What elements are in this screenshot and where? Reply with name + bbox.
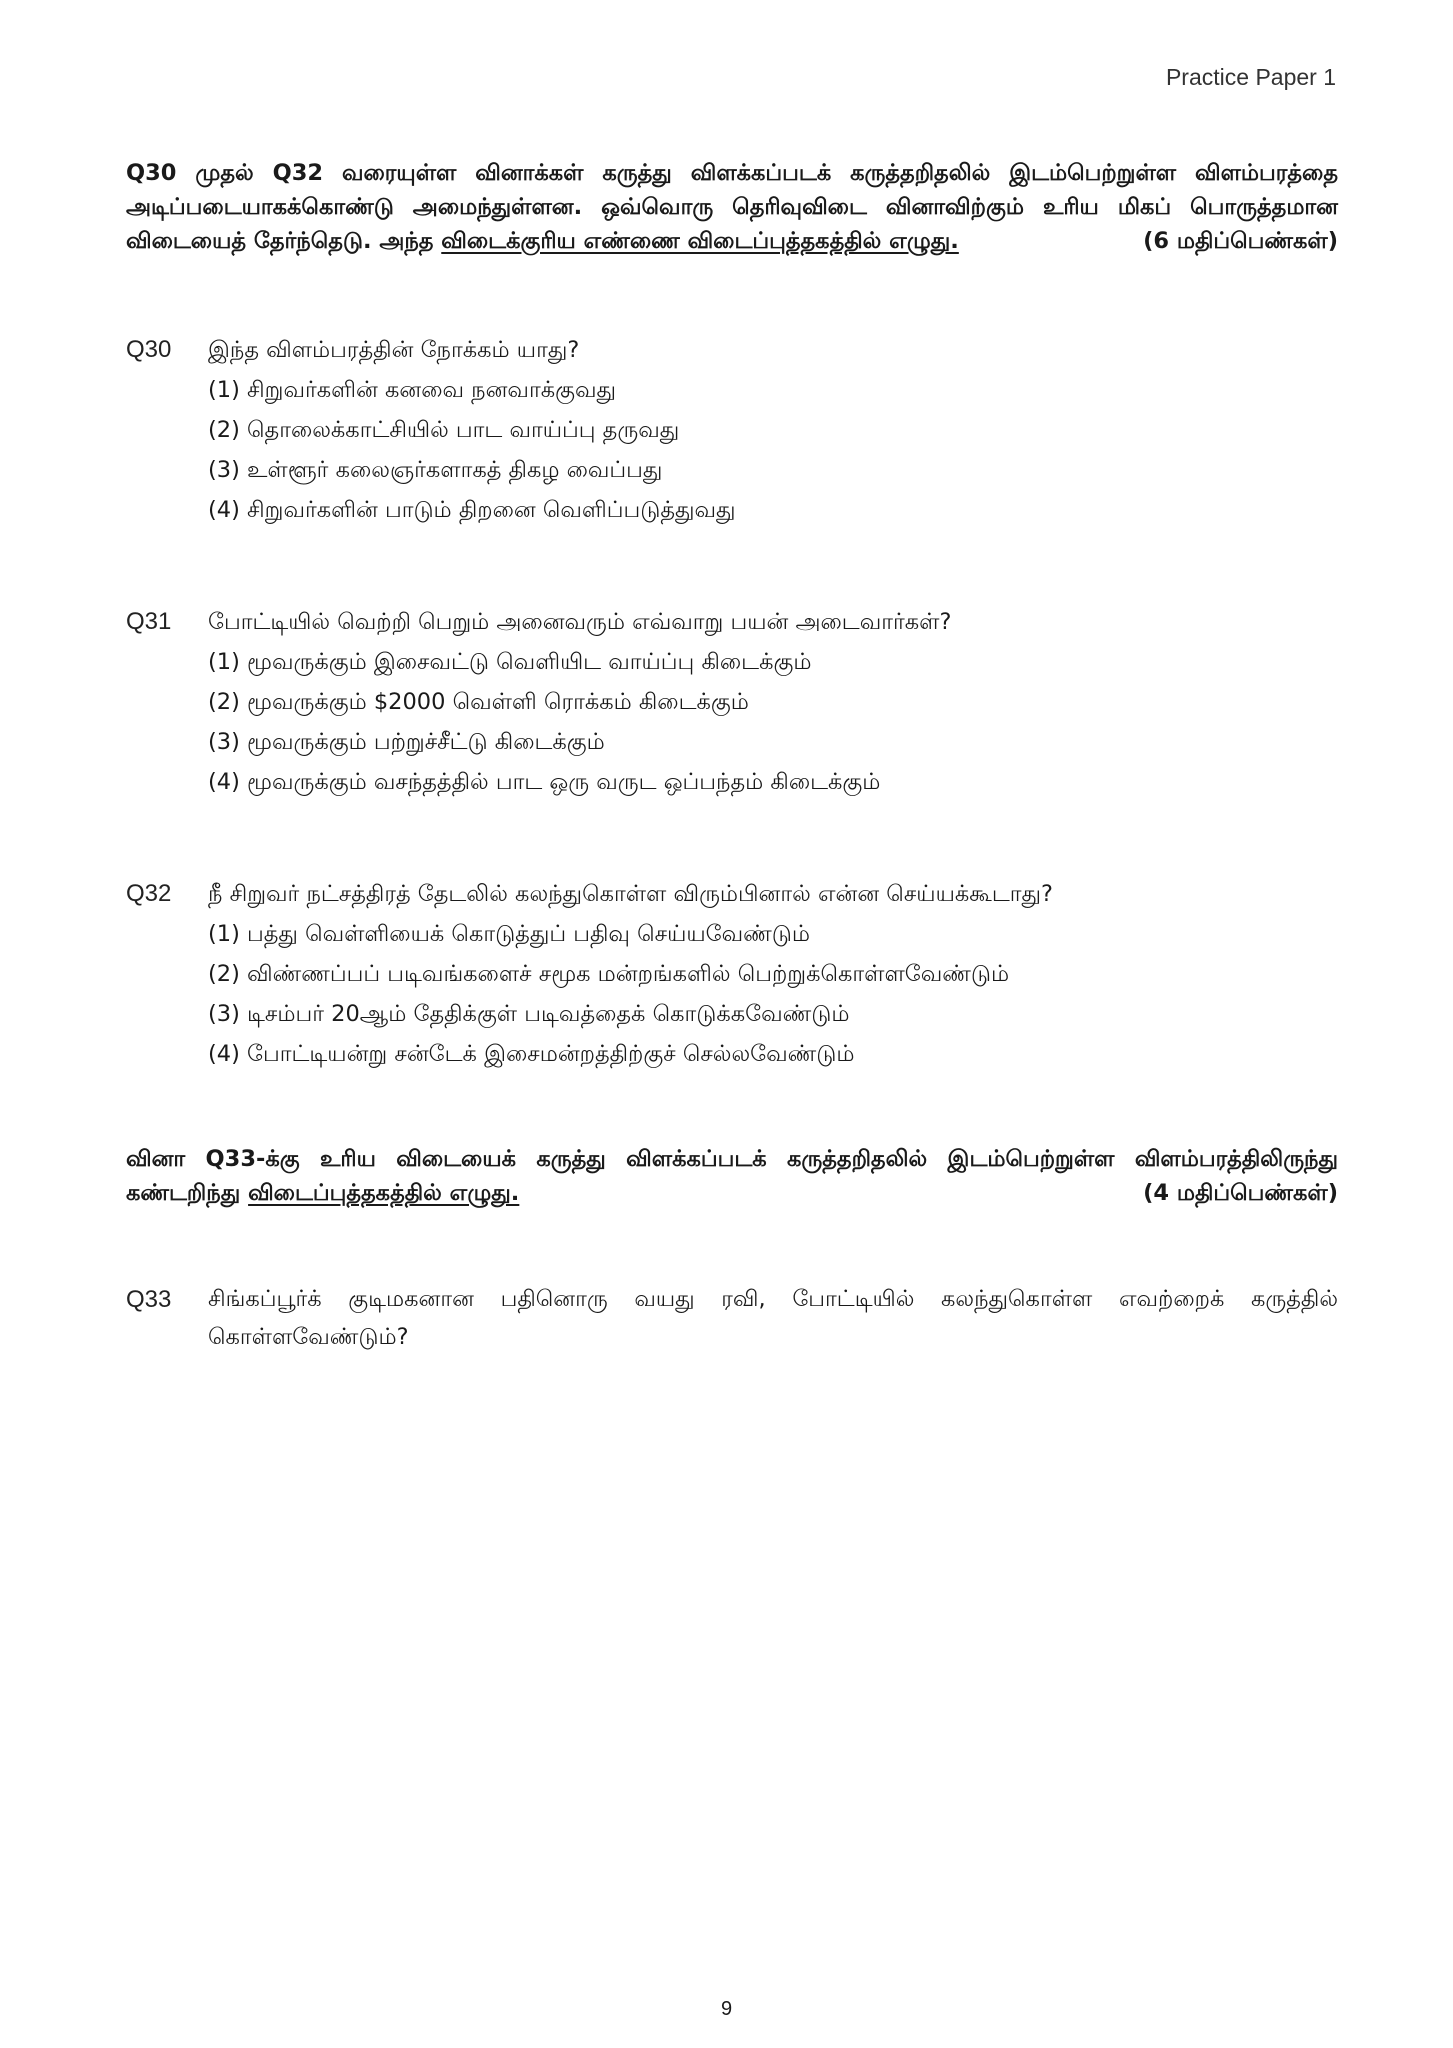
question-text: போட்டியில் வெற்றி பெறும் அனைவரும் எவ்வாறு பயன் அடைவார்கள்?: [208, 609, 952, 635]
option-item: (3) டிசம்பர் 20ஆம் தேதிக்குள் படிவத்தைக் கொடுக்கவேண்டும்: [208, 1001, 850, 1027]
option-item: (4) போட்டியன்று சன்டேக் இசைமன்றத்திற்குச் செல்லவேண்டும்: [208, 1041, 855, 1067]
instruction-underlined-text: விடைப்புத்தகத்தில் எழுது.: [248, 1180, 520, 1206]
option-item: (4) சிறுவர்களின் பாடும் திறனை வெளிப்படுத்துவது: [208, 497, 736, 523]
question-q31: [126, 602, 1338, 802]
option-item: (2) மூவருக்கும் $2000 வெள்ளி ரொக்கம் கிடைக்கும்: [208, 689, 749, 715]
option-list: [208, 914, 1338, 1074]
question-number: Q33: [126, 1286, 172, 1313]
option-item: (1) சிறுவர்களின் கனவை நனவாக்குவது: [208, 377, 617, 403]
question-number: Q32: [126, 880, 172, 907]
question-text: நீ சிறுவர் நட்சத்திரத் தேடலில் கலந்துகொள்ள விரும்பினால் என்ன செய்யக்கூடாது?: [208, 881, 1053, 907]
question-text: இந்த விளம்பரத்தின் நோக்கம் யாது?: [208, 337, 580, 363]
page-number: 9: [720, 1998, 733, 2020]
option-item: (1) பத்து வெள்ளியைக் கொடுத்துப் பதிவு செய்யவேண்டும்: [208, 921, 810, 947]
question-number: Q30: [126, 336, 172, 363]
option-item: (2) விண்ணப்பப் படிவங்களைச் சமூக மன்றங்களில் பெற்றுக்கொள்ளவேண்டும்: [208, 961, 1010, 987]
page-header-title: Practice Paper 1: [1165, 64, 1336, 90]
instruction-marks: (6 மதிப்பெண்கள்): [1143, 228, 1338, 254]
instruction-marks: (4 மதிப்பெண்கள்): [1143, 1180, 1338, 1206]
question-q33: [126, 1280, 1338, 1356]
option-item: (4) மூவருக்கும் வசந்தத்தில் பாட ஒரு வருட ஒப்பந்தம் கிடைக்கும்: [208, 769, 881, 795]
question-q32: [126, 874, 1338, 1074]
instruction-q30-q32: [126, 156, 1338, 258]
question-q30: [126, 330, 1338, 530]
instruction-q33: [126, 1142, 1338, 1210]
question-number: Q31: [126, 608, 172, 635]
question-text: சிங்கப்பூர்க் குடிமகனான பதினொரு வயது ரவி, போட்டியில் கலந்துகொள்ள எவற்றைக் கருத்தில் கொள்ளவேண்டும்?: [208, 1286, 1338, 1350]
option-list: [208, 370, 1338, 530]
option-item: (1) மூவருக்கும் இசைவட்டு வெளியிட வாய்ப்பு கிடைக்கும்: [208, 649, 812, 675]
instruction-text: Q30 முதல் Q32 வரையுள்ள வினாக்கள் கருத்து விளக்கப்படக் கருத்தறிதலில் இடம்பெற்றுள்ள விளம்பரத்தை அடிப்படையாகக்கொண்டு அமைந்துள்ளன. ஒவ்வொரு தெரிவுவிடை வினாவிற்கும் உரிய மிகப் பொருத்தமான விடையைத் தேர்ந்தெடு. அந்த: [126, 160, 1338, 254]
option-list: [208, 642, 1338, 802]
option-item: (3) மூவருக்கும் பற்றுச்சீட்டு கிடைக்கும்: [208, 729, 605, 755]
option-item: (3) உள்ளூர் கலைஞர்களாகத் திகழ வைப்பது: [208, 457, 663, 483]
instruction-text: வினா Q33-க்கு உரிய விடையைக் கருத்து விளக்கப்படக் கருத்தறிதலில் இடம்பெற்றுள்ள விளம்பரத்திலிருந்து கண்டறிந்து: [126, 1146, 1338, 1206]
instruction-underlined-text: விடைக்குரிய எண்ணை விடைப்புத்தகத்தில் எழுது.: [441, 228, 959, 254]
option-item: (2) தொலைக்காட்சியில் பாட வாய்ப்பு தருவது: [208, 417, 680, 443]
